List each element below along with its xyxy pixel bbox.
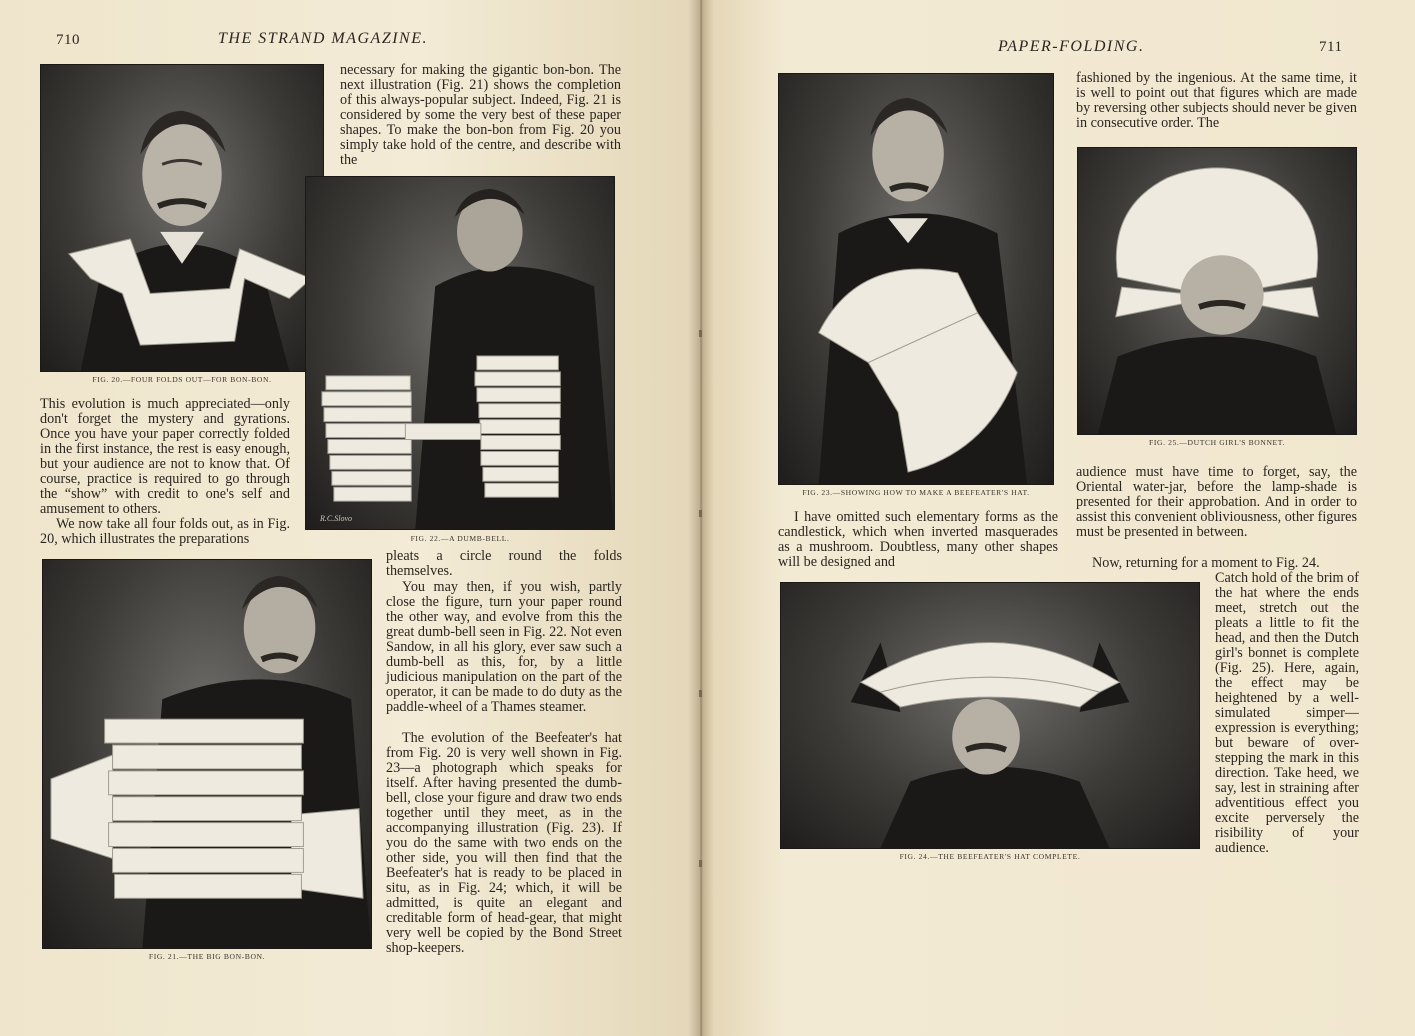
running-head: THE STRAND MAGAZINE. <box>218 30 428 47</box>
right-para-4: Catch hold of the brim of the hat where the ends meet, stretch out the pleats a little to fit the head, and then the Dutch girl's bonnet is complete (Fig. 25). Here, again, the effect may be heightened by a well-simulated simper—expression is everything; but beware of over-stepping the mark in this direction. Take heed, we say, lest in straining after adventitious effect you excite perversely the risibility of your audience. <box>1215 570 1359 856</box>
page-number: 711 <box>1319 39 1343 55</box>
fig-24-caption: FIG. 24.—THE BEEFEATER'S HAT COMPLETE. <box>899 852 1081 861</box>
page-number: 710 <box>56 32 80 48</box>
left-page <box>0 0 700 1036</box>
left-para-3: We now take all four folds out, as in Fig. 20, which illustrates the preparations <box>40 516 290 547</box>
fig-23-caption: FIG. 23.—SHOWING HOW TO MAKE A BEEFEATER'S HAT. <box>802 488 1030 497</box>
right-para-2: audience must have time to forget, say, the Oriental water-jar, before the lamp-shade is presented for their approbation. And in order to assist this convenient obliviousness, other figures must be presented in between. <box>1076 464 1357 540</box>
photo-signature: R.C.Slovo <box>320 514 352 523</box>
fig-25-caption: FIG. 25.—DUTCH GIRL'S BONNET. <box>1149 438 1285 447</box>
left-para-5: You may then, if you wish, partly close the figure, turn your paper round the other way, and evolve from this the great dumb-bell seen in Fig. 22. Not even Sandow, in all his glory, ever saw such a dumb-bell as this, for, by a little judicious manipulation on the part of the operator, it can be made to do duty as the paddle-wheel of a Thames steamer. <box>386 579 623 715</box>
fig-24-photo <box>780 582 1200 849</box>
fig-20-caption: FIG. 20.—FOUR FOLDS OUT—FOR BON-BON. <box>92 375 272 384</box>
left-para-4: pleats a circle round the folds themselves. <box>386 548 622 579</box>
fig-20-photo <box>40 64 324 372</box>
binding-stitch <box>699 510 702 517</box>
binding-stitch <box>699 330 702 337</box>
left-para-6: The evolution of the Beefeater's hat from Fig. 20 is very well shown in Fig. 23—a photograph which speaks for itself. After having presented the dumb-bell, close your figure and draw two ends together until they meet, as in the accompanying illustration (Fig. 23). If you do the same with two ends on the other side, you will then find that the Beefeater's hat is ready to be placed in situ, as in Fig. 24; which, it will be admitted, is quite an elegant and creditable form of head-gear, that might very well be copied by the Bond Street shop-keepers. <box>386 730 622 956</box>
left-para-1: necessary for making the gigantic bon-bon. The next illustration (Fig. 21) shows the completion of this always-popular subject. Indeed, Fig. 21 is considered by some the very best of these paper shapes. To make the bon-bon from Fig. 20 you simply take hold of the centre, and describe with the <box>340 62 621 168</box>
fig-22-photo <box>305 176 615 530</box>
right-para-1: fashioned by the ingenious. At the same time, it is well to point out that figures which are made by reversing other subjects should never be given in consecutive order. The <box>1076 70 1357 131</box>
fig-22-caption: FIG. 22.—A DUMB-BELL. <box>410 534 510 543</box>
right-page <box>700 0 1415 1036</box>
right-para-5: I have omitted such elementary forms as the candlestick, which when inverted masquerades as a mushroom. Doubtless, many other shapes will be designed and <box>778 509 1058 570</box>
fig-25-photo <box>1077 147 1357 435</box>
right-para-3: Now, returning for a moment to Fig. 24. <box>1092 555 1320 571</box>
book-gutter <box>688 0 714 1036</box>
fig-21-caption: FIG. 21.—THE BIG BON-BON. <box>148 952 266 961</box>
binding-stitch <box>699 860 702 867</box>
binding-stitch <box>699 690 702 697</box>
left-para-2: This evolution is much appreciated—only don't forget the mystery and gyrations. Once you have your paper correctly folded in the first instance, the rest is easy enough, but your audience are not to know that. Of course, practice is required to go through the “show” with credit to one's self and amusement to others. <box>40 396 290 517</box>
running-head: PAPER-FOLDING. <box>998 38 1145 55</box>
fig-23-photo <box>778 73 1054 485</box>
fig-21-photo <box>42 559 372 949</box>
